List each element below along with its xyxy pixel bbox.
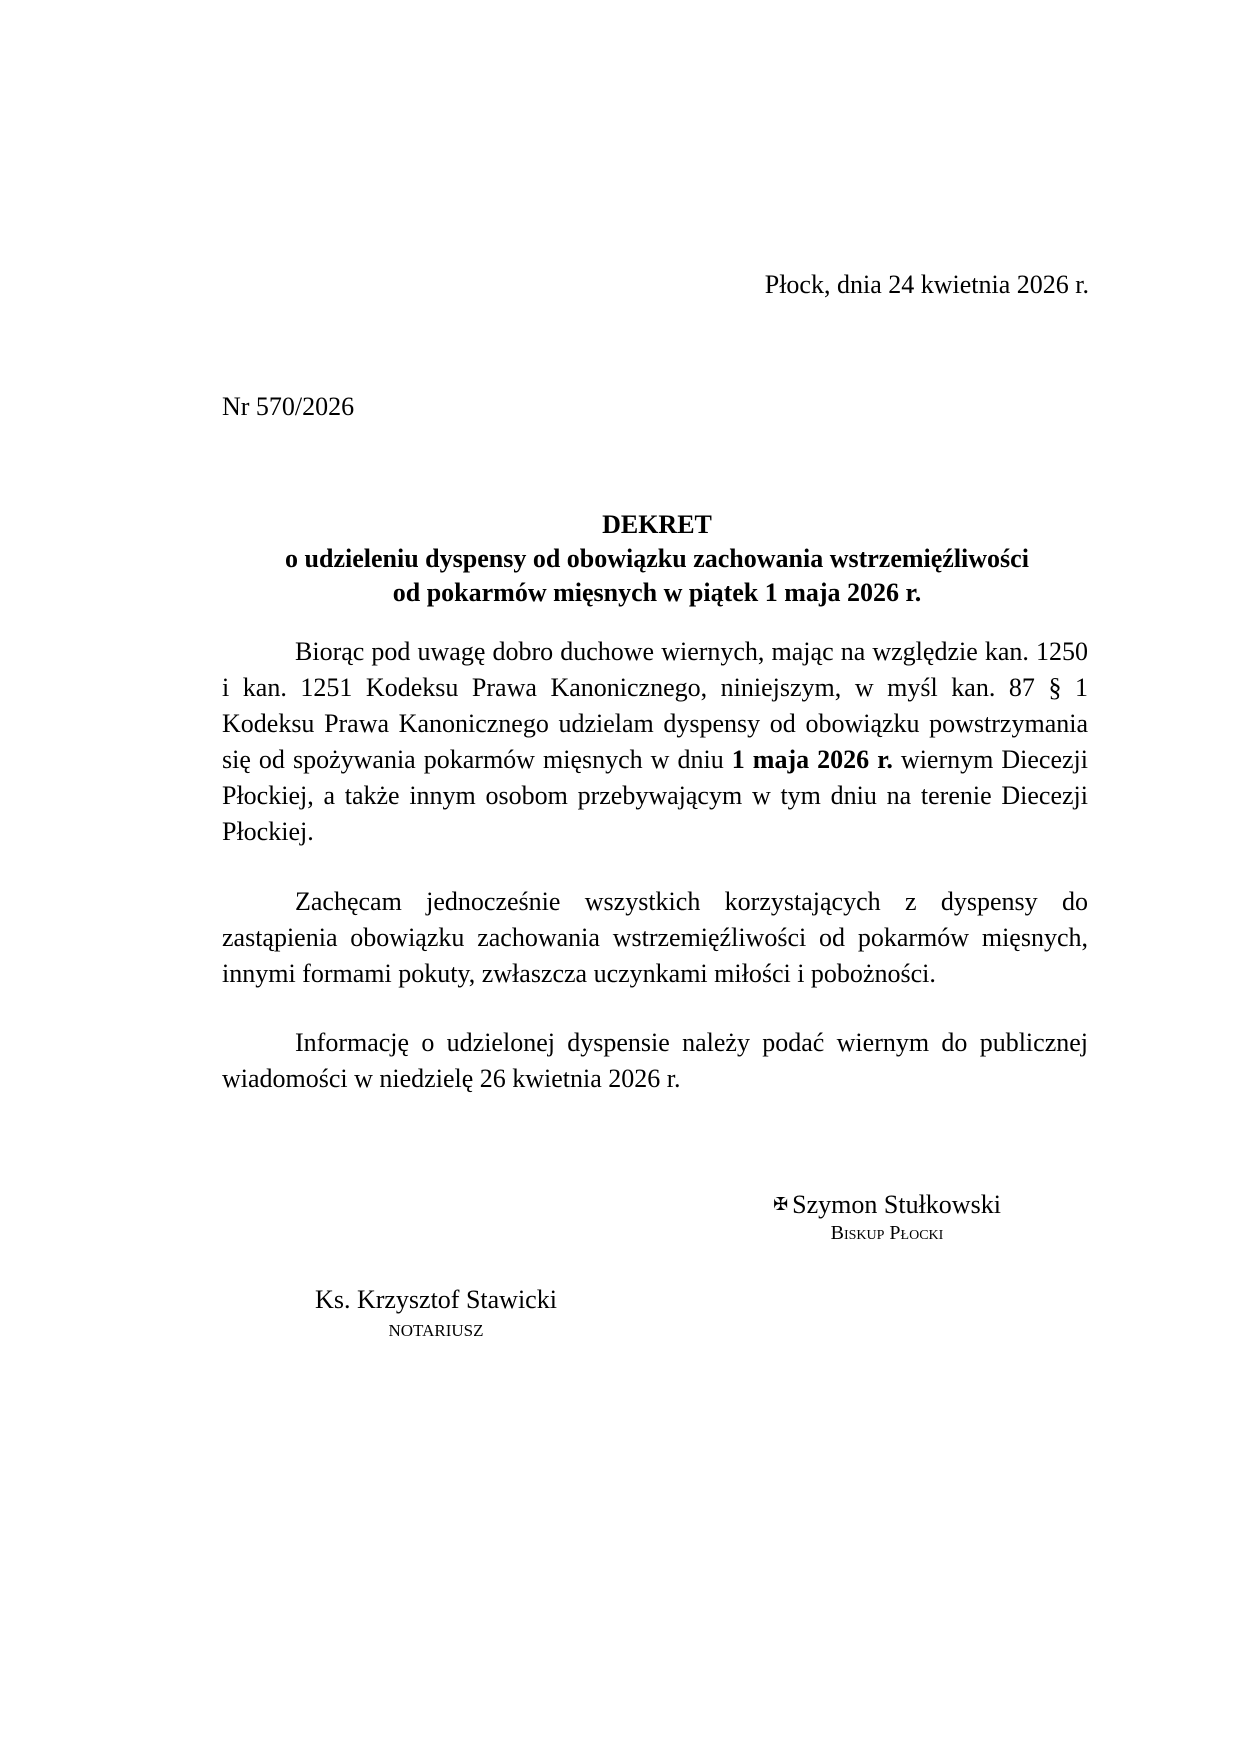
dispensation-date: 1 maja 2026 r. bbox=[731, 745, 893, 774]
decree-subtitle-line-2: od pokarmów mięsnych w piątek 1 maja 2026 r. bbox=[392, 578, 922, 607]
decree-subtitle-line-1: o udzieleniu dyspensy od obowiązku zachowania wstrzemięźliwości bbox=[285, 544, 1029, 573]
paragraph-dispensation bbox=[222, 634, 1088, 850]
decree-heading: DEKRET bbox=[602, 510, 712, 539]
notary-name: Ks. Krzysztof Stawicki bbox=[315, 1285, 557, 1314]
episcopal-cross-icon: ✠ bbox=[773, 1194, 789, 1215]
bishop-title: Biskup Płocki bbox=[830, 1222, 944, 1244]
decree-title-block bbox=[150, 508, 1164, 610]
paragraph-announcement: Informację o udzielonej dyspensie należy podać wiernym do publicznej wiadomości w niedzielę 26 kwietnia 2026 r. bbox=[222, 1028, 1088, 1093]
paragraph-dispensation-text-1: Biorąc pod uwagę dobro duchowe wiernych, mając na względzie kan. 1250 i kan. 1251 Kodeksu Prawa Kanonicznego, niniejszym, w myśl kan. 87 § 1 Kodeksu Prawa Kanonicznego udzielam dyspensy od obowiązku powstrzymania się od spożywania pokarmów mięsnych w dniu bbox=[222, 637, 1088, 774]
bishop-name: Szymon Stułkowski bbox=[792, 1190, 1001, 1219]
bishop-signature-block bbox=[752, 1190, 1022, 1245]
document-number: Nr 570/2026 bbox=[222, 392, 355, 421]
document-date: Płock, dnia 24 kwietnia 2026 r. bbox=[764, 270, 1089, 299]
paragraph-encouragement: Zachęcam jednocześnie wszystkich korzystających z dyspensy do zastąpienia obowiązku zachowania wstrzemięźliwości od pokarmów mięsnych, innymi formami pokuty, zwłaszcza uczynkami miłości i pobożności. bbox=[222, 887, 1088, 988]
notary-title: NOTARIUSZ bbox=[388, 1321, 484, 1340]
notary-signature-block bbox=[296, 1285, 576, 1341]
paragraph-dispensation-text-2: wiernym Diecezji Płockiej, a także innym osobom przebywającym w tym dniu na terenie Diecezji Płockiej. bbox=[222, 745, 1088, 846]
bishop-name-line bbox=[752, 1190, 1022, 1220]
